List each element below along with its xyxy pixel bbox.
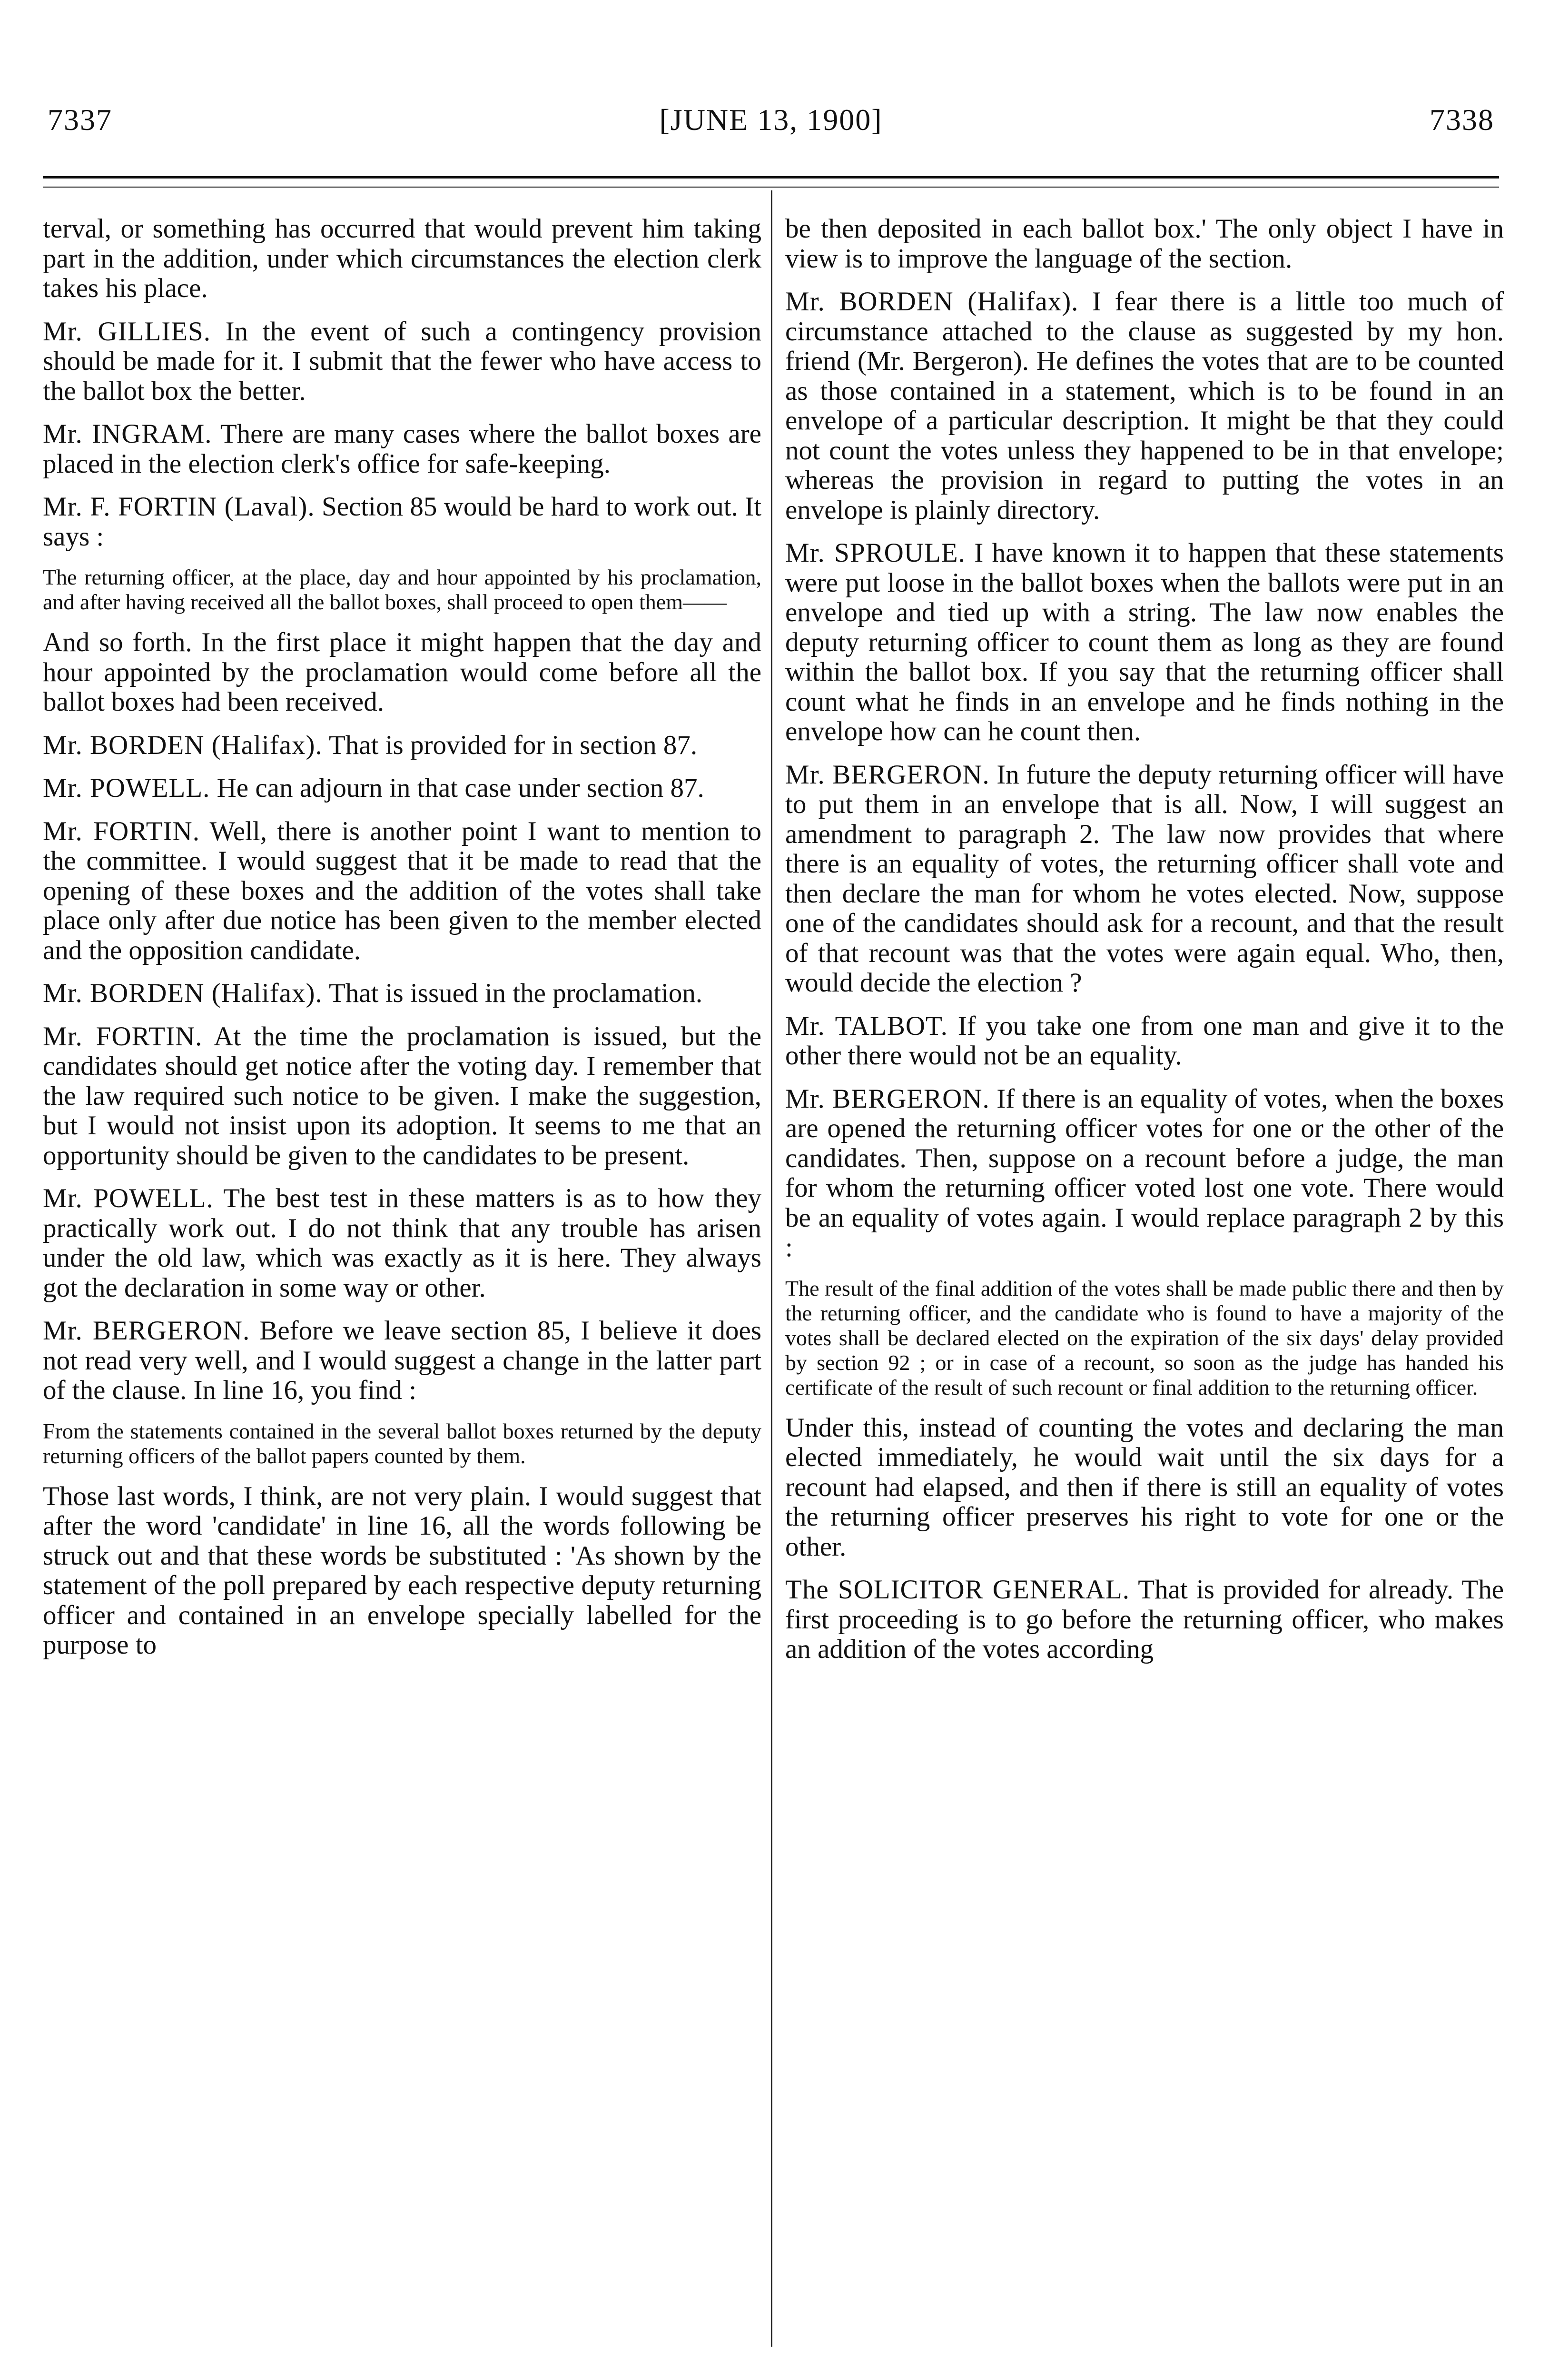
left-column bbox=[43, 214, 761, 2356]
paragraph-text: In future the deputy returning officer will have to put them in an envelope that is all. Now, I will suggest an amendment to paragraph 2. The law now provides that where there is an equality of votes, the returning officer shall vote and then declare the man for whom he votes elected. Now, suppose one of the candidates should ask for a recount, and that the result of that recount was that the votes were again equal. Who, then, would decide the election ? bbox=[785, 759, 1504, 998]
paragraph bbox=[43, 317, 761, 407]
speaker-name: Mr. FORTIN. bbox=[43, 1021, 203, 1051]
paragraph bbox=[43, 774, 761, 803]
paragraph-text: From the statements contained in the several ballot boxes returned by the deputy returning officers of the ballot papers counted by them. bbox=[43, 1418, 761, 1468]
paragraph bbox=[43, 1482, 761, 1660]
paragraph bbox=[43, 1022, 761, 1171]
paragraph bbox=[785, 287, 1504, 525]
paragraph-text: Before we leave section 85, I believe it does not read very well, and I would suggest a change in the latter part of the clause. In line 16, you find : bbox=[43, 1316, 761, 1405]
speaker-name: Mr. GILLIES. bbox=[43, 316, 211, 347]
paragraph bbox=[43, 817, 761, 966]
speaker-name: The SOLICITOR GENERAL. bbox=[785, 1575, 1130, 1605]
speaker-name: Mr. F. FORTIN (Laval). bbox=[43, 492, 315, 522]
speaker-name: Mr. SPROULE. bbox=[785, 538, 966, 568]
paragraph-text: Under this, instead of counting the votes and declaring the man elected immediately, he would wait until the six days for a recount had elapsed, and then if there is still an equality of votes the returning officer preserves his right to vote for one or the other. bbox=[785, 1412, 1504, 1562]
paragraph-text: I have known it to happen that these statements were put loose in the ballot boxes when the ballots were put in an envelope and tied up with a string. The law now enables the deputy returning officer to count them as long as they are found within the ballot box. If you say that the returning officer shall count what he finds in an envelope and he finds nothing in the envelope how can he count then. bbox=[785, 538, 1504, 746]
paragraph bbox=[43, 492, 761, 552]
speaker-name: Mr. TALBOT. bbox=[785, 1011, 948, 1041]
paragraph bbox=[43, 214, 761, 304]
speaker-name: Mr. BORDEN (Halifax). bbox=[43, 730, 323, 760]
paragraph-text: That is provided for in section 87. bbox=[328, 730, 698, 760]
paragraph-text: In the event of such a contingency provision should be made for it. I submit that the fewer who have access to the ballot box the better. bbox=[43, 316, 761, 406]
paragraph-text: Section 85 would be hard to work out. It says : bbox=[43, 492, 761, 552]
paragraph-text: terval, or something has occurred that would prevent him taking part in the addition, under which circumstances the election clerk takes his place. bbox=[43, 214, 761, 303]
paragraph bbox=[43, 731, 761, 761]
paragraph bbox=[785, 1084, 1504, 1263]
speaker-name: Mr. BORDEN (Halifax). bbox=[785, 287, 1079, 317]
paragraph bbox=[43, 1184, 761, 1303]
paragraph-text: I fear there is a little too much of circumstance attached to the clause as suggested by my hon. friend (Mr. Bergeron). He defines the votes that are to be counted as those contained in a statement, which is to be found in an envelope of a particular description. It might be that they could not count the votes unless they happened to be in that envelope; whereas the provision in regard to putting the votes in an envelope is plainly directory. bbox=[785, 287, 1504, 525]
paragraph-text: If you take one from one man and give it to the other there would not be an equality. bbox=[785, 1011, 1504, 1071]
quoted-passage bbox=[43, 1419, 761, 1468]
paragraph-text: That is provided for already. The first proceeding is to go before the returning officer, who makes an addition of the votes according bbox=[785, 1575, 1504, 1664]
paragraph bbox=[43, 979, 761, 1009]
page-header bbox=[48, 102, 1494, 140]
header-rule-thin bbox=[43, 187, 1499, 188]
speaker-name: Mr. FORTIN. bbox=[43, 816, 200, 846]
header-rule-thick bbox=[43, 176, 1499, 178]
column-divider bbox=[771, 190, 772, 2347]
paragraph-text: Those last words, I think, are not very plain. I would suggest that after the word 'candidate' in line 16, all the words following be struck out and that these words be substituted : 'As shown by the statement of the poll prepared by each respective deputy returning officer and contained in an envelope specially labelled for the purpose to bbox=[43, 1481, 761, 1660]
paragraph-text: The result of the final addition of the votes shall be made public there and then by the returning officer, and the candidate who is found to have a majority of the votes shall be declared elected on the expiration of the six days' delay provided by section 92 ; or in case of a recount, so soon as the judge has handed his certificate of the result of such recount or final addition to the returning officer. bbox=[785, 1276, 1504, 1399]
paragraph bbox=[785, 1012, 1504, 1071]
paragraph bbox=[43, 1316, 761, 1406]
speaker-name: Mr. INGRAM. bbox=[43, 419, 212, 449]
page-number-left: 7337 bbox=[48, 103, 112, 137]
right-column bbox=[785, 214, 1504, 2356]
paragraph bbox=[43, 419, 761, 479]
speaker-name: Mr. BORDEN (Halifax). bbox=[43, 978, 323, 1008]
speaker-name: Mr. BERGERON. bbox=[785, 1083, 990, 1114]
paragraph bbox=[785, 538, 1504, 747]
date-header: [JUNE 13, 1900] bbox=[659, 103, 883, 137]
speaker-name: Mr. BERGERON. bbox=[43, 1316, 250, 1346]
paragraph-text: At the time the proclamation is issued, but the candidates should get notice after the voting day. I remember that the law required such notice to be given. I make the suggestion, but I would not insist upon its adoption. It seems to me that an opportunity should be given to the candidates to be present. bbox=[43, 1021, 761, 1170]
paragraph bbox=[43, 628, 761, 717]
paragraph-text: If there is an equality of votes, when the boxes are opened the returning officer votes for one or the other of the candidates. Then, suppose on a recount before a judge, the man for whom the returning officer voted lost one vote. There would be an equality of votes again. I would replace paragraph 2 by this : bbox=[785, 1083, 1504, 1262]
paragraph-text: be then deposited in each ballot box.' The only object I have in view is to improve the language of the section. bbox=[785, 214, 1504, 274]
paragraph bbox=[785, 760, 1504, 998]
paragraph-text: There are many cases where the ballot boxes are placed in the election clerk's office for safe-keeping. bbox=[43, 419, 761, 479]
paragraph-text: He can adjourn in that case under section 87. bbox=[217, 773, 704, 803]
paragraph-text: The returning officer, at the place, day and hour appointed by his proclamation, and after having received all the ballot boxes, shall proceed to open them—— bbox=[43, 565, 761, 614]
paragraph bbox=[785, 214, 1504, 274]
paragraph-text: The best test in these matters is as to how they practically work out. I do not think that any trouble has arisen under the old law, which was exactly as it is here. They always got the declaration in some way or other. bbox=[43, 1183, 761, 1303]
paragraph-text: Well, there is another point I want to mention to the committee. I would suggest that it be made to read that the opening of these boxes and the addition of the votes shall take place only after due notice has been given to the member elected and the opposition candidate. bbox=[43, 816, 761, 965]
paragraph-text: And so forth. In the first place it might happen that the day and hour appointed by the proclamation would come before all the ballot boxes had been received. bbox=[43, 627, 761, 717]
speaker-name: Mr. BERGERON. bbox=[785, 759, 990, 790]
page-number-right: 7338 bbox=[1430, 103, 1494, 137]
speaker-name: Mr. POWELL. bbox=[43, 773, 210, 803]
paragraph bbox=[785, 1413, 1504, 1562]
speaker-name: Mr. POWELL. bbox=[43, 1183, 214, 1213]
paragraph bbox=[785, 1575, 1504, 1665]
quoted-passage bbox=[43, 565, 761, 615]
paragraph-text: That is issued in the proclamation. bbox=[328, 978, 703, 1008]
quoted-passage bbox=[785, 1276, 1504, 1400]
